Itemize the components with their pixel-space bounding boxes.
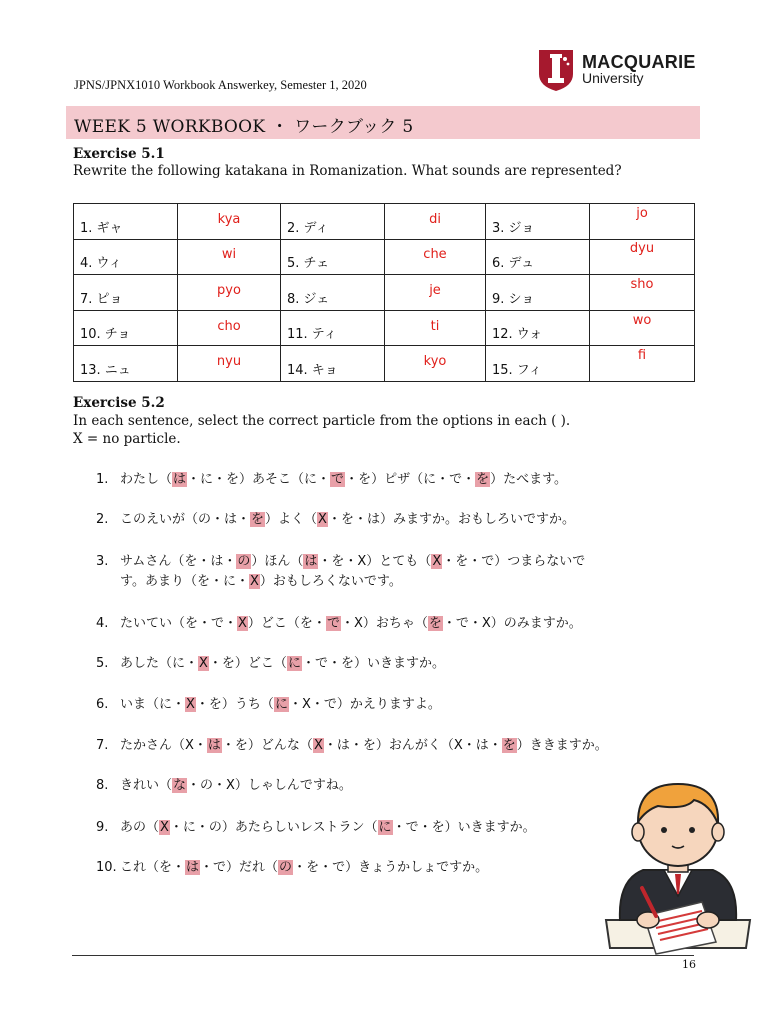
sentence-text: ・を）うち（ [195,697,274,712]
selected-particle: X [249,574,259,589]
sentence-text: す。あまり（を・に・ [120,574,249,589]
sentence-number: 3. [96,554,109,569]
selected-particle: の [237,554,251,569]
katakana-prompt: 14. キョ [281,346,385,382]
romanization-answer [385,275,486,311]
sentence-text: きれい（ [120,778,173,793]
sentence-text: ・で）だれ（ [200,860,279,875]
footer-rule [72,955,694,956]
answer-text: pyo [217,282,241,298]
sentence-item [96,736,608,756]
sentence-text: ・で・を）いきますか。 [301,656,445,671]
selected-particle: は [304,554,318,569]
katakana-prompt: 5. チェ [281,239,385,275]
answer-text: dyu [629,241,655,257]
week-title-band [66,106,700,139]
answer-text: kya [217,211,241,227]
katakana-prompt: 11. ティ [281,310,385,346]
romanization-answer [590,275,695,311]
sentence-text: わたし（ [120,472,173,487]
selected-particle: を [476,472,490,487]
katakana-prompt: 8. ジェ [281,275,385,311]
selected-particle: は [173,472,187,487]
answer-text: je [429,282,441,298]
selected-particle: を [428,616,442,631]
sentence-text: ・を）どこ（ [208,656,287,671]
katakana-prompt: 4. ウィ [74,239,178,275]
romanization-answer [178,275,281,311]
romanization-answer [385,310,486,346]
sentence-number: 9. [96,820,109,835]
katakana-prompt: 6. デュ [486,239,590,275]
selected-particle: は [186,860,200,875]
answer-text: ti [430,318,440,334]
sentence-item [96,470,567,490]
selected-particle: X [313,738,323,753]
answer-text: che [423,247,447,263]
katakana-prompt: 13. ニュ [74,346,178,382]
exercise-2-note: X = no particle. [73,431,181,447]
university-crest-icon [537,48,575,92]
answer-text: wo [632,312,652,328]
katakana-prompt: 2. ディ [281,204,385,240]
sentence-text: たかさん（X・ [120,738,207,753]
katakana-prompt: 15. フィ [486,346,590,382]
sentence-text: ・で・を）いきますか。 [392,820,536,835]
sentence-item [96,654,445,674]
answer-text: di [429,211,441,227]
sentence-text: ）よく（ [265,512,318,527]
answer-text: jo [636,205,648,221]
sentence-text: ・を・で）きょうかしょですか。 [293,860,489,875]
answer-text: wi [221,247,237,263]
selected-particle: X [318,512,327,527]
sentence-item [96,695,441,715]
romanization-answer [590,310,695,346]
table-row [74,275,695,311]
table-row [74,346,695,382]
sentence-text: ・は・を）おんがく（X・は・ [323,738,502,753]
selected-particle: に [287,656,301,671]
romanization-answer [590,346,695,382]
sentence-number: 2. [96,512,109,527]
selected-particle: X [160,820,169,835]
katakana-prompt: 7. ピョ [74,275,178,311]
table-row [74,310,695,346]
logo-subtitle: University [582,70,644,86]
selected-particle: な [173,778,187,793]
sentence-text: いま（に・ [120,697,186,712]
selected-particle: で [326,616,340,631]
sentence-item [96,818,536,838]
exercise-1-heading: Exercise 5.1 [73,146,165,162]
table-row [74,239,695,275]
sentence-number: 8. [96,778,109,793]
katakana-table [73,203,695,382]
exercise-2-instruction: In each sentence, select the correct particle from the options in each ( ). [73,413,571,429]
exercise-1-instruction: Rewrite the following katakana in Romanization. What sounds are represented? [73,163,622,179]
sentence-text: ・で・X）のみますか。 [442,616,582,631]
sentence-item [96,552,585,592]
selected-particle: の [279,860,293,875]
sentence-text: このえいが（の・は・ [120,512,251,527]
sentence-text: あの（ [120,820,160,835]
answer-text: cho [217,318,241,334]
logo-name: MACQUARIE [582,52,696,72]
sentence-text: ・を・は）みますか。おもしろいですか。 [327,512,575,527]
sentence-text: ・を）ピザ（に・で・ [345,472,476,487]
sentence-text: ・X）おちゃ（ [340,616,428,631]
romanization-answer [178,204,281,240]
sentence-text: これ（を・ [120,860,186,875]
sentence-text: ・を・で）つまらないで [442,554,586,569]
romanization-answer [178,346,281,382]
sentence-text: ）どこ（を・ [247,616,326,631]
answer-text: kyo [423,354,447,370]
answer-text: fi [637,348,647,364]
selected-particle: は [207,738,221,753]
romanization-answer [590,204,695,240]
week-title: WEEK 5 WORKBOOK ・ ワークブック 5 [74,117,414,137]
katakana-prompt: 12. ウォ [486,310,590,346]
sentence-number: 7. [96,738,109,753]
romanization-answer [385,239,486,275]
sentence-number: 4. [96,616,109,631]
sentence-text: サムさん（を・は・ [120,554,237,569]
sentence-text: ・を・X）とても（ [318,554,432,569]
sentence-item [96,510,575,530]
katakana-prompt: 1. ギャ [74,204,178,240]
sentence-text: ）たべます。 [490,472,568,487]
selected-particle: X [432,554,442,569]
selected-particle: に [378,820,392,835]
katakana-prompt: 10. チョ [74,310,178,346]
sentence-text: ）ほん（ [251,554,304,569]
sentence-text: ・の・X）しゃしんですね。 [187,778,352,793]
selected-particle: を [251,512,265,527]
katakana-prompt: 3. ジョ [486,204,590,240]
selected-particle: を [502,738,516,753]
sentence-text: ）おもしろくないです。 [259,574,402,589]
sentence-text: ）ききますか。 [516,738,608,753]
selected-particle: に [274,697,288,712]
sentence-text: ・X・で）かえりますよ。 [288,697,441,712]
selected-particle: X [186,697,195,712]
selected-particle: で [331,472,345,487]
answer-text: nyu [216,354,242,370]
sentence-number: 10. [96,860,117,875]
selected-particle: X [199,656,208,671]
course-header: JPNS/JPNX1010 Workbook Answerkey, Semester 1, 2020 [74,78,367,92]
sentence-number: 5. [96,656,109,671]
sentence-number: 1. [96,472,109,487]
sentence-text: ・に・を）あそこ（に・ [187,472,331,487]
sentence-text: ・を）どんな（ [221,738,313,753]
katakana-prompt: 9. ショ [486,275,590,311]
table-row [74,204,695,240]
romanization-answer [178,310,281,346]
romanization-answer [385,346,486,382]
sentence-item [96,614,582,634]
sentence-item [96,776,352,796]
sentence-item [96,858,488,878]
sentence-text: たいてい（を・で・ [120,616,238,631]
sentence-continuation [96,572,585,592]
romanization-answer [385,204,486,240]
sentence-text: あした（に・ [120,656,199,671]
teacher-grading-icon [598,770,758,960]
romanization-answer [178,239,281,275]
university-logo [537,48,696,92]
romanization-answer [590,239,695,275]
sentence-number: 6. [96,697,109,712]
answer-text: sho [630,276,654,292]
exercise-2-heading: Exercise 5.2 [73,395,165,411]
selected-particle: X [238,616,247,631]
page-number: 16 [682,958,696,971]
sentence-text: ・に・の）あたらしいレストラン（ [169,820,378,835]
